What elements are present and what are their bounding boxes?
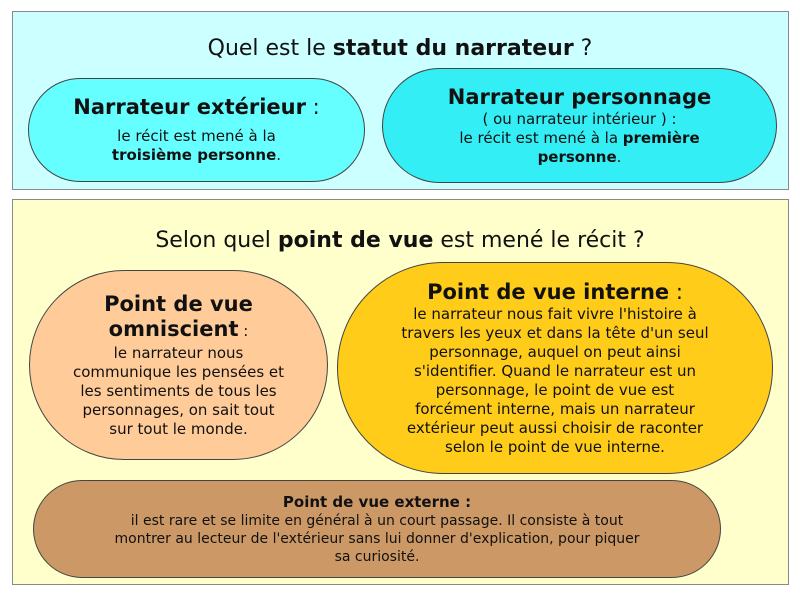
point-de-vue-omniscient-title: Point de vue omniscient :	[104, 291, 253, 341]
narrateur-personnage-text: ( ou narrateur intérieur ) : le récit est mené à la première personne.	[459, 109, 700, 166]
narrateur-exterieur-text: le récit est mené à la troisième personne.	[111, 127, 282, 164]
point-de-vue-interne-title: Point de vue interne :	[427, 279, 683, 304]
point-de-vue-question: Selon quel point de vue est mené le récit ?	[155, 228, 645, 253]
point-de-vue-omniscient-text: le narrateur nous communique les pensées et les sentiments de tous les personnages, on sait tout sur tout le monde.	[72, 343, 285, 438]
point-de-vue-externe-title: Point de vue externe :	[282, 492, 472, 511]
point-de-vue-omniscient-bubble	[29, 270, 328, 460]
point-de-vue-externe-bubble	[33, 480, 721, 578]
narrateur-personnage-bubble	[382, 68, 777, 183]
point-de-vue-externe-text: il est rare et se limite en général à un court passage. Il consiste à tout montrer au lecteur de l'extérieur sans lui donner d'explication, pour piquer sa curiosité.	[114, 512, 640, 565]
point-de-vue-interne-text: le narrateur nous fait vivre l'histoire à travers les yeux et dans la tête d'un seul personnage, auquel on peut ainsi s'identifier. Quand le narrateur est un personnage, le point de vue est forcément interne, mais un narrateur extérieur peut aussi choisir de raconter selon le point de vue interne.	[401, 304, 709, 456]
narrateur-exterieur-bubble	[28, 78, 365, 182]
narrateur-exterieur-title: Narrateur extérieur :	[73, 95, 320, 119]
narrator-status-question: Quel est le statut du narrateur ?	[207, 36, 593, 61]
narrateur-personnage-title: Narrateur personnage	[447, 84, 712, 109]
point-de-vue-interne-bubble	[337, 262, 773, 474]
